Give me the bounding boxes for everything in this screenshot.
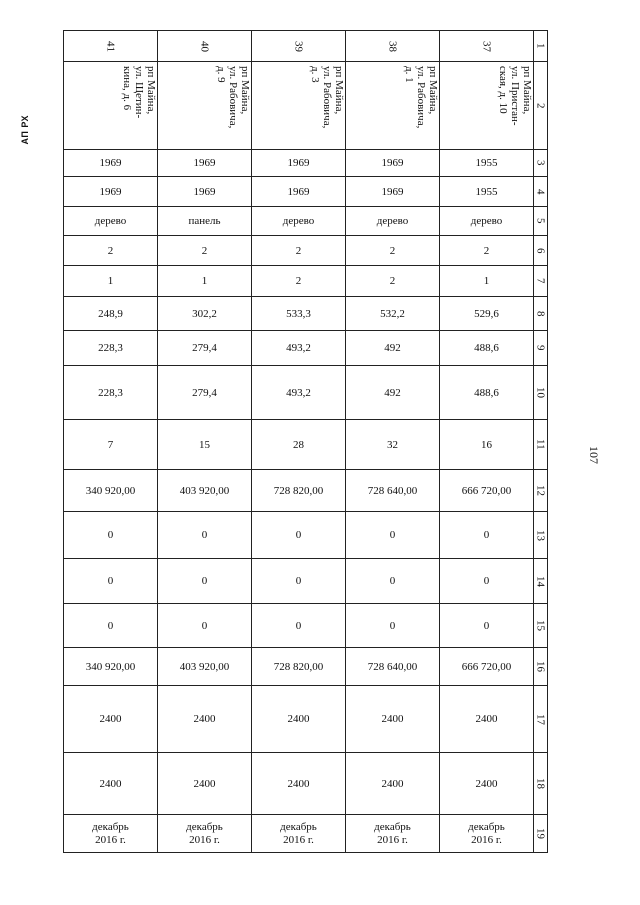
cell-living-area: 488,6 [440, 331, 534, 366]
column-number: 5 [534, 207, 548, 236]
cell-floors: 2 [346, 236, 440, 266]
address-text: рп Майна, ул. Рабовича, д. 1 [403, 66, 439, 129]
record-id: 37 [440, 31, 534, 62]
cell-year-built: 1969 [158, 150, 252, 177]
record-id: 41 [64, 31, 158, 62]
cell-zero: 0 [64, 559, 158, 604]
table-row [64, 31, 548, 62]
cell-cost-total: 666 720,00 [440, 470, 534, 512]
cell-residential-area: 279,4 [158, 366, 252, 420]
column-number: 4 [534, 177, 548, 207]
cell-living-area: 492 [346, 331, 440, 366]
cell-total-area: 248,9 [64, 297, 158, 331]
column-number: 10 [534, 366, 548, 420]
deadline-month: декабрь [92, 820, 129, 833]
cell-limit-cost: 2400 [158, 753, 252, 815]
column-number: 19 [534, 815, 548, 853]
cell-floors: 2 [64, 236, 158, 266]
table-row [64, 207, 548, 236]
table-row [64, 420, 548, 470]
cell-year: 1969 [252, 177, 346, 207]
table-row [64, 753, 548, 815]
deadline-year: 2016 г. [95, 833, 126, 846]
cell-limit-cost: 2400 [440, 753, 534, 815]
column-number: 1 [534, 31, 548, 62]
table-row [64, 297, 548, 331]
table-row [64, 150, 548, 177]
cell-zero: 0 [440, 604, 534, 648]
cell-zero: 0 [158, 604, 252, 648]
deadline-year: 2016 г. [189, 833, 220, 846]
cell-residents: 28 [252, 420, 346, 470]
deadline-month: декабрь [186, 820, 223, 833]
cell-unit-cost: 2400 [440, 686, 534, 753]
deadline-month: декабрь [468, 820, 505, 833]
cell-unit-cost: 2400 [64, 686, 158, 753]
cell-zero: 0 [158, 512, 252, 559]
cell-residents: 7 [64, 420, 158, 470]
cell-residents: 32 [346, 420, 440, 470]
cell-zero: 0 [346, 604, 440, 648]
cell-unit-cost: 2400 [158, 686, 252, 753]
cell-residents: 15 [158, 420, 252, 470]
table-row [64, 815, 548, 853]
cell-material: панель [158, 207, 252, 236]
cell-floors: 2 [158, 236, 252, 266]
cell-living-area: 279,4 [158, 331, 252, 366]
cell-zero: 0 [346, 512, 440, 559]
record-id: 38 [346, 31, 440, 62]
table-row [64, 331, 548, 366]
cell-material: дерево [252, 207, 346, 236]
cell-residential-area: 492 [346, 366, 440, 420]
cell-entrances: 1 [440, 266, 534, 297]
cell-residential-area: 493,2 [252, 366, 346, 420]
deadline-year: 2016 г. [471, 833, 502, 846]
cell-zero: 0 [252, 604, 346, 648]
address-text: рп Майна, ул. Щетин- кина, д. 6 [121, 66, 157, 119]
cell-deadline [158, 815, 252, 853]
cell-zero: 0 [64, 604, 158, 648]
cell-cost-total: 728 820,00 [252, 470, 346, 512]
cell-limit-cost: 2400 [346, 753, 440, 815]
cell-year-built: 1969 [252, 150, 346, 177]
cell-zero: 0 [346, 559, 440, 604]
table-row [64, 177, 548, 207]
cell-residential-area: 488,6 [440, 366, 534, 420]
column-number: 11 [534, 420, 548, 470]
column-number: 3 [534, 150, 548, 177]
cell-total-area: 532,2 [346, 297, 440, 331]
column-number: 8 [534, 297, 548, 331]
table-row [64, 686, 548, 753]
record-id: 40 [158, 31, 252, 62]
cell-zero: 0 [440, 512, 534, 559]
cell-zero: 0 [64, 512, 158, 559]
cell-cost-total: 728 640,00 [346, 470, 440, 512]
table-row [64, 512, 548, 559]
cell-material: дерево [346, 207, 440, 236]
deadline-month: декабрь [280, 820, 317, 833]
column-number: 7 [534, 266, 548, 297]
column-number: 9 [534, 331, 548, 366]
column-number: 13 [534, 512, 548, 559]
table-row [64, 236, 548, 266]
page-number: 107 [587, 446, 601, 464]
column-number: 12 [534, 470, 548, 512]
table-row [64, 62, 548, 150]
cell-zero: 0 [440, 559, 534, 604]
cell-zero: 0 [158, 559, 252, 604]
cell-unit-cost: 2400 [346, 686, 440, 753]
cell-entrances: 2 [346, 266, 440, 297]
deadline-year: 2016 г. [283, 833, 314, 846]
table-row [64, 266, 548, 297]
cell-unit-cost: 2400 [252, 686, 346, 753]
address-cell [252, 62, 346, 150]
cell-zero: 0 [252, 512, 346, 559]
cell-deadline [440, 815, 534, 853]
column-number: 18 [534, 753, 548, 815]
address-cell [440, 62, 534, 150]
cell-residential-area: 228,3 [64, 366, 158, 420]
cell-material: дерево [440, 207, 534, 236]
deadline-month: декабрь [374, 820, 411, 833]
cell-deadline [252, 815, 346, 853]
table-row [64, 470, 548, 512]
cell-residents: 16 [440, 420, 534, 470]
housing-table [63, 30, 548, 853]
cell-deadline [64, 815, 158, 853]
cell-cost-total: 403 920,00 [158, 470, 252, 512]
cell-entrances: 1 [158, 266, 252, 297]
cell-limit-cost: 2400 [64, 753, 158, 815]
cell-year: 1969 [64, 177, 158, 207]
cell-floors: 2 [440, 236, 534, 266]
cell-total-area: 533,3 [252, 297, 346, 331]
table-row [64, 604, 548, 648]
column-number: 14 [534, 559, 548, 604]
deadline-year: 2016 г. [377, 833, 408, 846]
table-row [64, 648, 548, 686]
cell-floors: 2 [252, 236, 346, 266]
cell-total-area: 302,2 [158, 297, 252, 331]
cell-cost-final: 403 920,00 [158, 648, 252, 686]
column-number: 16 [534, 648, 548, 686]
address-text: рп Майна, ул. Рабовича, д. 3 [309, 66, 345, 129]
cell-cost-final: 666 720,00 [440, 648, 534, 686]
cell-material: дерево [64, 207, 158, 236]
cell-limit-cost: 2400 [252, 753, 346, 815]
cell-year-built: 1969 [64, 150, 158, 177]
column-number: 15 [534, 604, 548, 648]
address-cell [64, 62, 158, 150]
cell-year: 1969 [158, 177, 252, 207]
cell-cost-final: 340 920,00 [64, 648, 158, 686]
cell-total-area: 529,6 [440, 297, 534, 331]
table-row [64, 366, 548, 420]
cell-year-built: 1969 [346, 150, 440, 177]
table-row [64, 559, 548, 604]
archive-stamp: АП РХ [20, 115, 30, 145]
column-number: 17 [534, 686, 548, 753]
cell-cost-final: 728 820,00 [252, 648, 346, 686]
cell-cost-total: 340 920,00 [64, 470, 158, 512]
column-number: 6 [534, 236, 548, 266]
cell-year-built: 1955 [440, 150, 534, 177]
cell-living-area: 228,3 [64, 331, 158, 366]
cell-entrances: 2 [252, 266, 346, 297]
cell-living-area: 493,2 [252, 331, 346, 366]
cell-year: 1969 [346, 177, 440, 207]
address-cell [158, 62, 252, 150]
address-text: рп Майна, ул. Рабовича, д. 9 [215, 66, 251, 129]
address-cell [346, 62, 440, 150]
cell-zero: 0 [252, 559, 346, 604]
address-text: рп Майна, ул. Пристан- ская, д. 10 [497, 66, 533, 126]
record-id: 39 [252, 31, 346, 62]
cell-year: 1955 [440, 177, 534, 207]
cell-entrances: 1 [64, 266, 158, 297]
cell-deadline [346, 815, 440, 853]
cell-cost-final: 728 640,00 [346, 648, 440, 686]
column-number: 2 [534, 62, 548, 150]
